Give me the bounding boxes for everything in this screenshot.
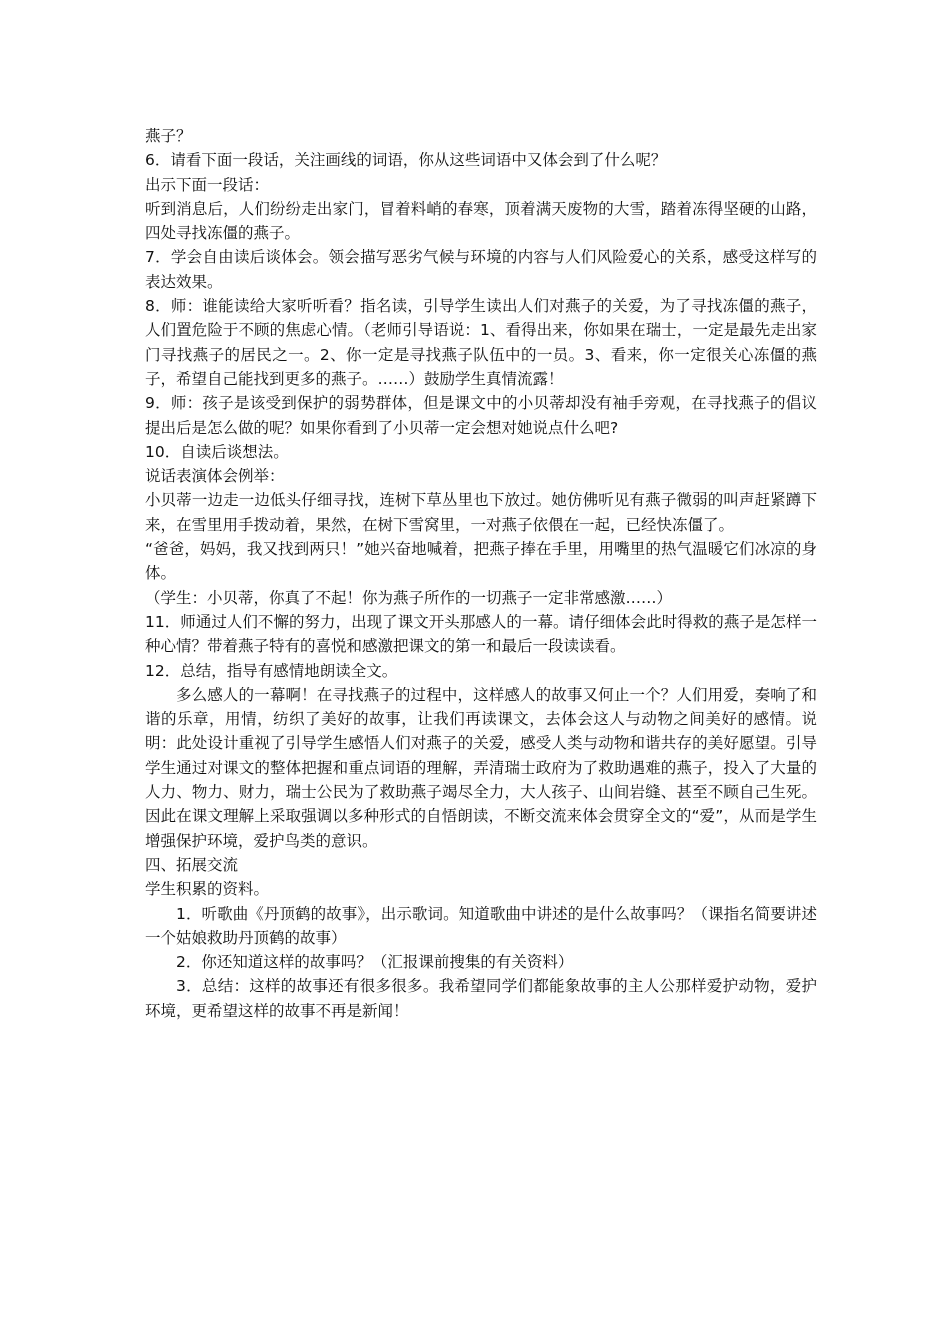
- paragraph: 燕子？: [145, 127, 192, 145]
- paragraph: 小贝蒂一边走一边低头仔细寻找，连树下草丛里也下放过。她仿佛听见有燕子微弱的叫声赶紧蹲下来，在雪里用手拨动着，果然，在树下雪窝里，一对燕子依偎在一起，已经快冻僵了。: [145, 491, 817, 534]
- paragraph: 10．自读后谈想法。: [145, 442, 289, 461]
- paragraph: 多么感人的一幕啊！在寻找燕子的过程中，这样感人的故事又何止一个？人们用爱，奏响了和谐的乐章，用情，纺织了美好的故事，让我们再读课文，去体会这人与动物之间美好的感情。说明：此处设计重视了引导学生感悟人们对燕子的关爱，感受人类与动物和谐共存的美好愿望。引导学生通过对课文的整体把握和重点词语的理解，弄清瑞士政府为了救助遇难的燕子，投入了大量的人力、物力、财力，瑞士公民为了救助燕子竭尽全力，大人孩子、山间岩缝、甚至不顾自己生死。因此在课文理解上采取强调以多种形式的自悟朗读，不断交流来体会贯穿全文的“爱”，从而是学生增强保护环境，爱护鸟类的意识。: [145, 685, 817, 850]
- paragraph: 学生积累的资料。: [145, 880, 270, 899]
- paragraph: 7．学会自由读后谈体会。领会描写恶劣气候与环境的内容与人们风险爱心的关系，感受这样写的表达效果。: [145, 248, 817, 291]
- section-heading: 四、拓展交流: [145, 855, 239, 874]
- paragraph: 听到消息后，人们纷纷走出家门，冒着料峭的春寒，顶着满天废物的大雪，踏着冻得坚硬的山路，四处寻找冻僵的燕子。: [145, 199, 817, 243]
- paragraph: 9．师：孩子是该受到保护的弱势群体，但是课文中的小贝蒂却没有袖手旁观，在寻找燕子的倡议提出后是怎么做的呢？如果你看到了小贝蒂一定会想对她说点什么吧?: [145, 394, 817, 437]
- paragraph: （学生：小贝蒂，你真了不起！你为燕子所作的一切燕子一定非常感激……）: [145, 588, 673, 607]
- list-item: 2．你还知道这样的故事吗？（汇报课前搜集的有关资料）: [176, 953, 574, 972]
- paragraph: 8．师：谁能读给大家听听看？指名读，引导学生读出人们对燕子的关爱，为了寻找冻僵的燕子，人们置危险于不顾的焦虑心情。（老师引导语说：1、看得出来，你如果在瑞士，一定是最先走出家门寻找燕子的居民之一。2、你一定是寻找燕子队伍中的一员。3、看来，你一定很关心冻僵的燕子，希望自己能找到更多的燕子。……）鼓励学生真情流露！: [145, 297, 817, 388]
- paragraph: 11．师通过人们不懈的努力，出现了课文开头那感人的一幕。请仔细体会此时得救的燕子是怎样一种心情？带着燕子特有的喜悦和感激把课文的第一和最后一段读读看。: [145, 612, 817, 656]
- paragraph: 12．总结，指导有感情地朗读全文。: [145, 661, 398, 680]
- paragraph: 6．请看下面一段话，关注画线的词语，你从这些词语中又体会到了什么呢？: [145, 151, 667, 170]
- list-item: 3．总结：这样的故事还有很多很多。我希望同学们都能象故事的主人公那样爱护动物，爱护环境，更希望这样的故事不再是新闻！: [145, 977, 817, 1020]
- paragraph: “爸爸，妈妈，我又找到两只！”她兴奋地喊着，把燕子捧在手里，用嘴里的热气温暖它们冰凉的身体。: [145, 540, 817, 583]
- paragraph: 说话表演体会例举：: [145, 467, 285, 486]
- paragraph: 出示下面一段话：: [145, 175, 270, 194]
- list-item: 1．听歌曲《丹顶鹤的故事》，出示歌词。知道歌曲中讲述的是什么故事吗？（课指名简要讲述一个姑娘救助丹顶鹤的故事）: [145, 904, 817, 947]
- document-body: [145, 124, 817, 1023]
